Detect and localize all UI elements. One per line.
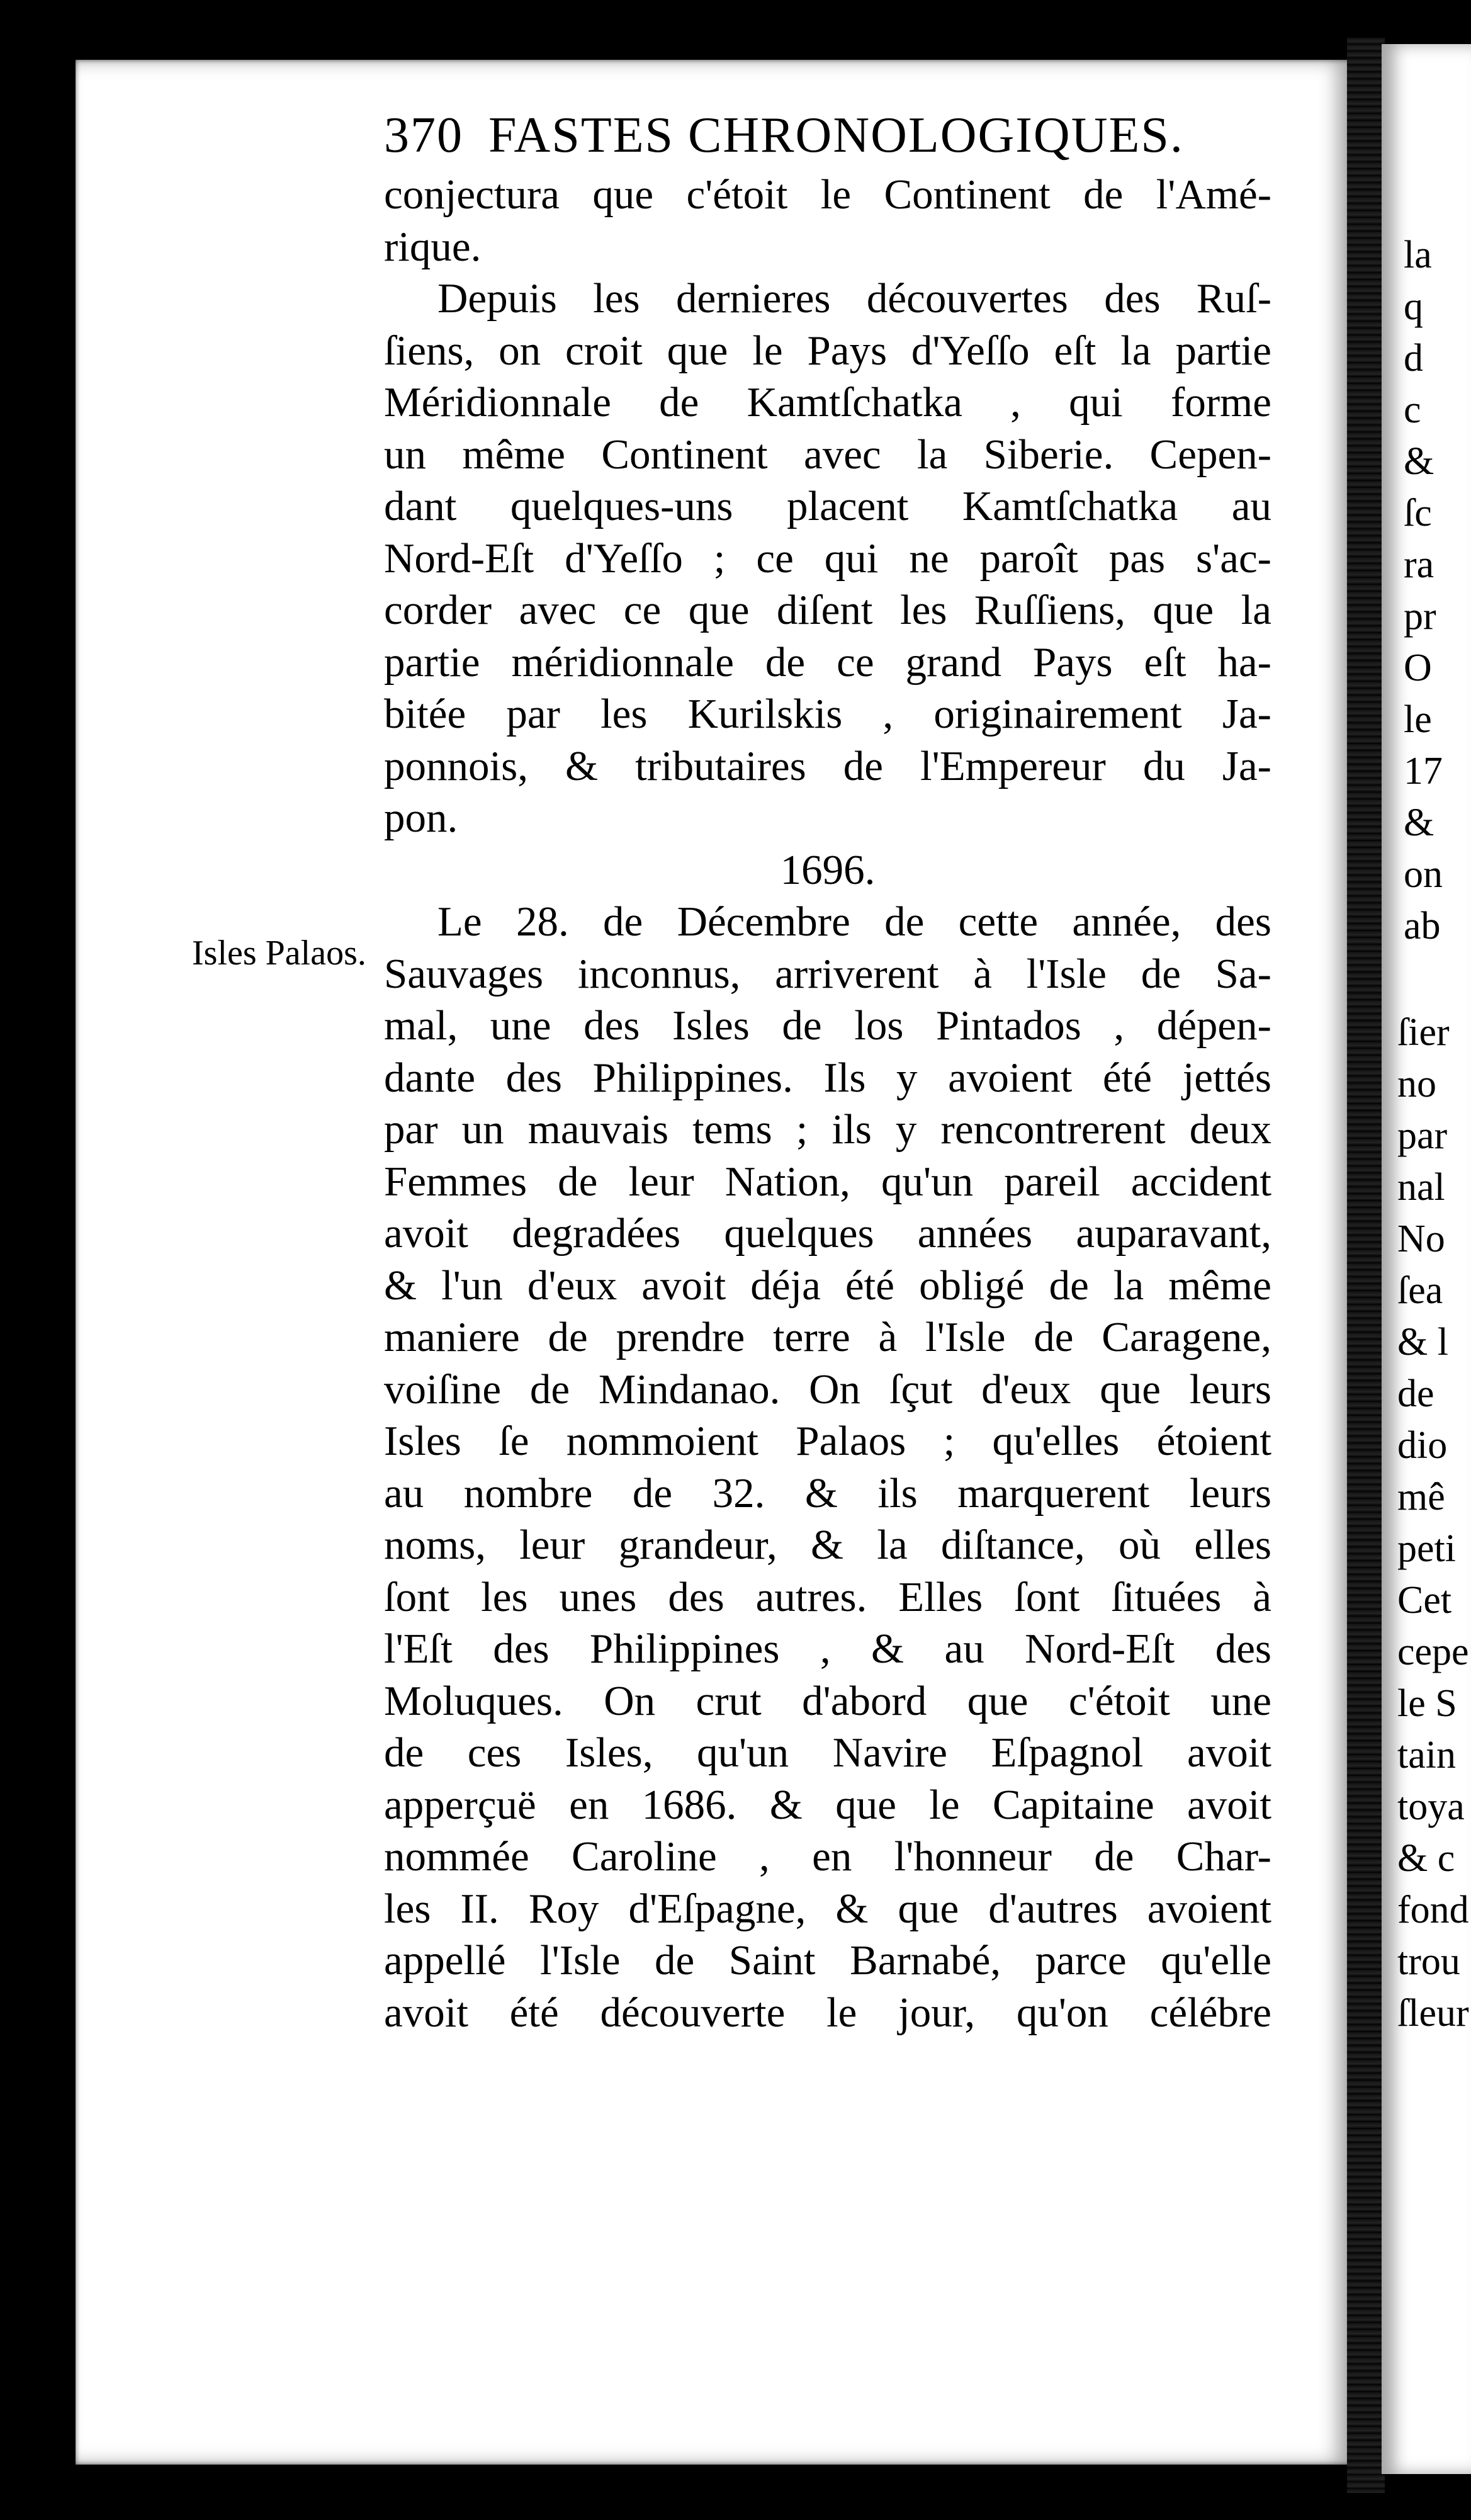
page-body (384, 169, 1271, 2038)
text-line: mal, une des Isles de los Pintados , dépen- (384, 1002, 1271, 1049)
page-number: 370 (384, 108, 463, 163)
text-line: dante des Philippines. Ils y avoient été jettés (384, 1054, 1271, 1101)
right-page-fragment: le S (1397, 1682, 1457, 1725)
text-line: avoit degradées quelques années auparavant, (384, 1210, 1271, 1257)
text-line: dant quelques-uns placent Kamtſchatka au (384, 483, 1271, 529)
text-line: Nord-Eſt d'Yeſſo ; ce qui ne paroît pas s'ac- (384, 534, 1271, 582)
right-page-fragment: ſea (1397, 1269, 1443, 1312)
text-line: pon. (384, 794, 458, 841)
right-page-fragment: ſier (1397, 1011, 1450, 1054)
paragraph-block-before (384, 169, 1271, 844)
right-page-sliver (1382, 44, 1471, 2474)
text-line: Moluques. On crut d'abord que c'étoit une (384, 1677, 1271, 1724)
right-page-fragment: par (1397, 1114, 1448, 1157)
text-line: par un mauvais tems ; ils y rencontrerent deux (384, 1106, 1271, 1153)
text-line: corder avec ce que diſent les Ruſſiens, que la (384, 587, 1271, 633)
right-page-fragment: la (1404, 234, 1432, 276)
right-page-fragment: fond (1397, 1889, 1469, 1931)
right-page-fragment: q (1404, 285, 1423, 328)
text-line: ſiens, on croit que le Pays d'Yeſſo eſt la partie (384, 327, 1271, 374)
text-line: conjectura que c'étoit le Continent de l'Amé- (384, 171, 1271, 218)
right-page-fragment: cepe (1397, 1630, 1469, 1673)
text-line: apperçuë en 1686. & que le Capitaine avoit (384, 1781, 1271, 1828)
running-title: FASTES CHRONOLOGIQUES. (488, 108, 1184, 163)
right-page-fragment: Cet (1397, 1579, 1452, 1622)
right-page-fragment: on (1404, 853, 1443, 896)
right-page-fragment: No (1397, 1218, 1445, 1260)
text-line: au nombre de 32. & ils marquerent leurs (384, 1469, 1271, 1517)
text-line: voiſine de Mindanao. On ſçut d'eux que leurs (384, 1365, 1271, 1413)
right-page-fragment: dio (1397, 1424, 1448, 1467)
text-line: de ces Isles, qu'un Navire Eſpagnol avoit (384, 1729, 1271, 1776)
text-line: Méridionnale de Kamtſchatka , qui forme (384, 379, 1271, 426)
right-page-fragment: toya (1397, 1785, 1465, 1828)
right-page-fragment: O (1404, 647, 1432, 689)
right-page-fragment: & c (1397, 1837, 1455, 1880)
text-line: un même Continent avec la Siberie. Cepen- (384, 431, 1271, 478)
text-line: Le 28. de Décembre de cette année, des (437, 898, 1271, 945)
right-page-fragment: tain (1397, 1734, 1456, 1777)
paragraph-block-after (384, 896, 1271, 2038)
text-line: partie méridionnale de ce grand Pays eſt ha- (384, 638, 1271, 686)
year-heading: 1696. (780, 846, 876, 893)
right-page-fragment: & (1404, 801, 1434, 844)
right-page-fragment: de (1397, 1372, 1434, 1415)
text-line: avoit été découverte le jour, qu'on célébre (384, 1989, 1271, 2036)
right-page-fragment: nal (1397, 1166, 1445, 1209)
text-line: maniere de prendre terre à l'Isle de Caragene, (384, 1314, 1271, 1360)
text-line: & l'un d'eux avoit déja été obligé de la même (384, 1262, 1271, 1309)
text-line: noms, leur grandeur, & la diſtance, où elles (384, 1522, 1271, 1568)
text-line: bitée par les Kurilskis , originairement Ja- (384, 691, 1271, 737)
text-line: Femmes de leur Nation, qu'un pareil accident (384, 1158, 1271, 1205)
text-line: ponnois, & tributaires de l'Empereur du Ja- (384, 742, 1271, 789)
right-page-fragment: d (1404, 337, 1423, 380)
right-page-fragment: pr (1404, 595, 1436, 638)
text-line: appellé l'Isle de Saint Barnabé, parce qu'elle (384, 1937, 1271, 1984)
text-line: Sauvages inconnus, arriverent à l'Isle de Sa- (384, 950, 1271, 997)
right-page-fragment: mê (1397, 1476, 1445, 1518)
book-gutter (1347, 38, 1385, 2493)
text-line: nommée Caroline , en l'honneur de Char- (384, 1833, 1271, 1880)
right-page-fragment: ſc (1404, 492, 1432, 534)
text-line: l'Eſt des Philippines , & au Nord-Eſt des (384, 1625, 1271, 1672)
right-page-fragment: peti (1397, 1527, 1456, 1570)
right-page-fragment: c (1404, 388, 1421, 431)
text-line: ſont les unes des autres. Elles ſont ſituées à (384, 1573, 1271, 1620)
right-page-fragment: ſleur (1397, 1992, 1469, 2035)
text-line: Depuis les dernieres découvertes des Ruſ- (437, 275, 1271, 322)
text-line: Isles ſe nommoient Palaos ; qu'elles étoient (384, 1418, 1271, 1464)
right-page-fragment: trou (1397, 1940, 1460, 1983)
right-page-fragment: 17 (1404, 750, 1443, 793)
right-page-fragment: no (1397, 1063, 1436, 1105)
right-page-fragment: ra (1404, 543, 1434, 586)
margin-note: Isles Palaos. (192, 934, 366, 973)
right-page-fragment: & (1404, 440, 1434, 483)
right-page-fragment: & l (1397, 1321, 1448, 1364)
running-header (384, 107, 1184, 164)
text-line: rique. (384, 223, 482, 270)
right-page-fragment: le (1404, 698, 1432, 741)
right-page-fragment: ab (1404, 905, 1441, 947)
text-line: les II. Roy d'Eſpagne, & que d'autres avoient (384, 1885, 1271, 1932)
